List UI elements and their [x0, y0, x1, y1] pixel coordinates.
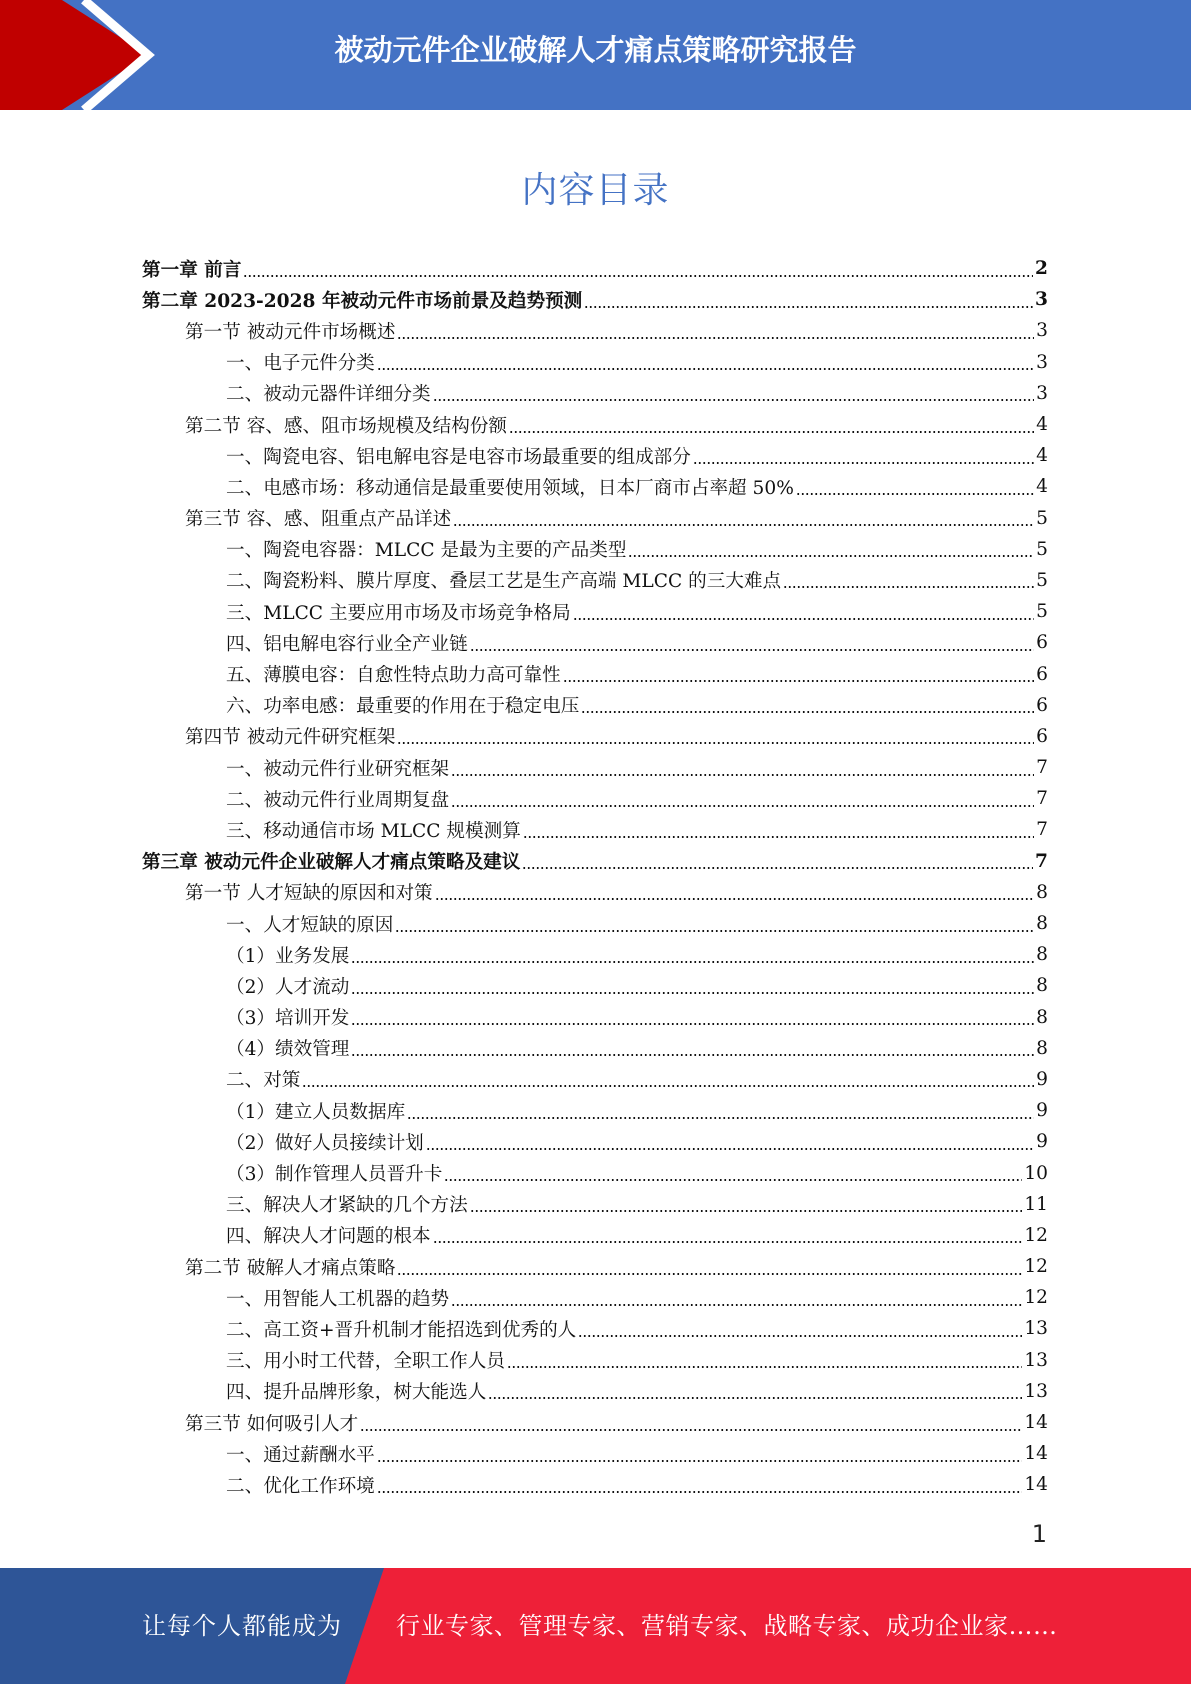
toc-entry-page: 12 [1024, 1287, 1048, 1309]
toc-entry-title: 三、移动通信市场 MLCC 规模测算 [226, 820, 521, 842]
toc-entry[interactable] [142, 877, 1048, 908]
toc-entry-title: （3）制作管理人员晋升卡 [226, 1164, 443, 1186]
toc-entry-page: 6 [1036, 663, 1048, 685]
toc-entry-title: 二、对策 [226, 1070, 301, 1092]
toc-leader-dots [407, 1102, 1034, 1120]
toc-leader-dots [426, 1133, 1034, 1151]
toc-entry[interactable] [142, 471, 1048, 502]
toc-entry-page: 8 [1036, 1037, 1048, 1059]
toc-leader-dots [796, 478, 1034, 496]
toc-entry-page: 14 [1024, 1443, 1048, 1465]
toc-leader-dots [578, 1320, 1022, 1338]
toc-entry[interactable] [142, 378, 1048, 409]
toc-leader-dots [693, 447, 1034, 465]
toc-leader-dots [563, 665, 1034, 683]
toc-entry-title: 三、MLCC 主要应用市场及市场竞争格局 [226, 602, 571, 624]
toc-entry-title: 第三章 被动元件企业破解人才痛点策略及建议 [142, 852, 521, 874]
toc-entry-page: 3 [1036, 382, 1048, 404]
toc-leader-dots [243, 260, 1033, 278]
toc-entry-title: 第一节 被动元件市场概述 [185, 321, 396, 343]
toc-entry-page: 9 [1036, 1131, 1048, 1153]
toc-leader-dots [351, 946, 1034, 964]
toc-entry[interactable] [142, 253, 1048, 284]
toc-leader-dots [377, 353, 1034, 371]
toc-entry[interactable] [142, 752, 1048, 783]
toc-entry-title: （3）培训开发 [226, 1008, 350, 1030]
toc-entry-title: 三、用小时工代替，全职工作人员 [226, 1351, 505, 1373]
toc-entry[interactable] [142, 503, 1048, 534]
toc-entry-title: 一、陶瓷电容器：MLCC 是最为主要的产品类型 [226, 540, 627, 562]
toc-heading: 内容目录 [521, 170, 670, 211]
toc-entry[interactable] [142, 1313, 1048, 1344]
toc-leader-dots [573, 603, 1034, 621]
toc-entry-title: （4）绩效管理 [226, 1039, 350, 1061]
toc-entry-page: 5 [1036, 601, 1048, 623]
toc-entry-title: 二、优化工作环境 [226, 1475, 375, 1497]
toc-entry[interactable] [142, 1438, 1048, 1469]
toc-entry[interactable] [142, 1126, 1048, 1157]
toc-leader-dots [522, 852, 1033, 870]
toc-entry-page: 7 [1035, 850, 1048, 872]
toc-entry-page: 2 [1035, 258, 1048, 280]
toc-entry[interactable] [142, 783, 1048, 814]
toc-entry-title: （1）业务发展 [226, 945, 350, 967]
toc-entry[interactable] [142, 627, 1048, 658]
toc-entry-title: 第一章 前言 [142, 259, 242, 281]
toc-entry-title: 一、通过薪酬水平 [226, 1444, 375, 1466]
toc-leader-dots [581, 696, 1034, 714]
toc-entry-title: （2）人才流动 [226, 976, 350, 998]
toc-leader-dots [395, 915, 1034, 933]
toc-leader-dots [377, 1476, 1023, 1494]
toc-entry[interactable] [142, 1095, 1048, 1126]
toc-entry-page: 6 [1036, 632, 1048, 654]
page-number: 1 [1031, 1520, 1047, 1548]
toc-entry[interactable] [142, 1251, 1048, 1282]
toc-entry-page: 4 [1036, 445, 1048, 467]
toc-entry-page: 14 [1024, 1412, 1048, 1434]
toc-entry-page: 6 [1036, 725, 1048, 747]
toc-leader-dots [351, 977, 1034, 995]
toc-entry-title: 四、铝电解电容行业全产业链 [226, 633, 468, 655]
toc-entry[interactable] [142, 970, 1048, 1001]
toc-entry-page: 14 [1024, 1474, 1048, 1496]
toc-entry-page: 7 [1036, 819, 1048, 841]
toc-entry-page: 7 [1036, 757, 1048, 779]
toc-entry[interactable] [142, 596, 1048, 627]
toc-leader-dots [397, 322, 1034, 340]
toc-entry-title: 一、陶瓷电容、铝电解电容是电容市场最重要的组成部分 [226, 446, 691, 468]
toc-entry-title: （2）做好人员接续计划 [226, 1132, 424, 1154]
toc-leader-dots [351, 1008, 1034, 1026]
toc-leader-dots [523, 821, 1034, 839]
toc-entry[interactable] [142, 409, 1048, 440]
toc-entry[interactable] [142, 658, 1048, 689]
page-header [0, 0, 1191, 110]
toc-entry[interactable] [142, 284, 1048, 315]
toc-entry-title: 四、解决人才问题的根本 [226, 1226, 431, 1248]
toc-entry-page: 4 [1036, 414, 1048, 436]
toc-entry[interactable] [142, 315, 1048, 346]
toc-leader-dots [377, 1445, 1023, 1463]
toc-leader-dots [584, 291, 1033, 309]
toc-entry-page: 8 [1036, 913, 1048, 935]
toc-leader-dots [451, 1289, 1022, 1307]
toc-entry-page: 4 [1036, 476, 1048, 498]
toc-entry[interactable] [142, 690, 1048, 721]
toc-entry-page: 5 [1036, 538, 1048, 560]
toc-entry-page: 6 [1036, 694, 1048, 716]
toc-leader-dots [453, 509, 1034, 527]
toc-entry-page: 13 [1024, 1380, 1048, 1402]
table-of-contents [142, 253, 1048, 1501]
toc-leader-dots [397, 727, 1034, 745]
footer-slogan-right: 行业专家、管理专家、营销专家、战略专家、成功企业家…… [396, 1612, 1058, 1640]
toc-entry[interactable] [142, 1345, 1048, 1376]
toc-leader-dots [433, 1226, 1023, 1244]
toc-entry[interactable] [142, 565, 1048, 596]
toc-entry-page: 3 [1035, 289, 1048, 311]
toc-entry[interactable] [142, 440, 1048, 471]
toc-entry-title: 第二节 容、感、阻市场规模及结构份额 [185, 415, 508, 437]
toc-entry[interactable] [142, 1220, 1048, 1251]
toc-entry-page: 10 [1024, 1162, 1048, 1184]
toc-leader-dots [351, 1039, 1034, 1057]
toc-leader-dots [451, 790, 1034, 808]
toc-entry-page: 12 [1024, 1256, 1048, 1278]
toc-entry[interactable] [142, 1189, 1048, 1220]
toc-entry-title: 二、高工资+晋升机制才能招选到优秀的人 [226, 1319, 577, 1341]
toc-leader-dots [470, 634, 1034, 652]
toc-leader-dots [488, 1382, 1022, 1400]
toc-entry[interactable] [142, 1064, 1048, 1095]
toc-entry-title: 一、人才短缺的原因 [226, 914, 394, 936]
toc-entry-page: 11 [1024, 1193, 1048, 1215]
toc-entry-title: 二、电感市场：移动通信是最重要使用领域，日本厂商市占率超 50% [226, 477, 794, 499]
toc-entry[interactable] [142, 908, 1048, 939]
toc-entry[interactable] [142, 721, 1048, 752]
toc-entry-page: 5 [1036, 569, 1048, 591]
toc-entry-title: 三、解决人才紧缺的几个方法 [226, 1195, 468, 1217]
toc-leader-dots [302, 1070, 1034, 1088]
toc-entry[interactable] [142, 1157, 1048, 1188]
toc-leader-dots [435, 883, 1035, 901]
toc-entry-page: 8 [1036, 944, 1048, 966]
toc-entry-page: 8 [1036, 1006, 1048, 1028]
toc-leader-dots [360, 1414, 1022, 1432]
toc-leader-dots [433, 384, 1035, 402]
toc-leader-dots [444, 1164, 1022, 1182]
toc-entry-page: 3 [1036, 320, 1048, 342]
page-footer [0, 1568, 1191, 1684]
toc-entry-title: 六、功率电感：最重要的作用在于稳定电压 [226, 696, 580, 718]
toc-entry-title: 二、陶瓷粉料、膜片厚度、叠层工艺是生产高端 MLCC 的三大难点 [226, 571, 782, 593]
toc-leader-dots [451, 759, 1034, 777]
toc-entry[interactable] [142, 1376, 1048, 1407]
toc-entry[interactable] [142, 1407, 1048, 1438]
toc-leader-dots [397, 1258, 1022, 1276]
toc-entry-title: 五、薄膜电容：自愈性特点助力高可靠性 [226, 665, 561, 687]
toc-entry-title: （1）建立人员数据库 [226, 1101, 406, 1123]
toc-entry-title: 二、被动元件行业周期复盘 [226, 789, 450, 811]
toc-leader-dots [470, 1195, 1023, 1213]
toc-entry-page: 3 [1036, 351, 1048, 373]
toc-entry-title: 第三节 容、感、阻重点产品详述 [185, 509, 452, 531]
toc-entry-page: 5 [1036, 507, 1048, 529]
toc-entry-page: 12 [1024, 1224, 1048, 1246]
report-title: 被动元件企业破解人才痛点策略研究报告 [334, 33, 857, 67]
toc-leader-dots [507, 1351, 1022, 1369]
toc-entry[interactable] [142, 814, 1048, 845]
toc-entry-page: 7 [1036, 788, 1048, 810]
toc-entry-page: 9 [1036, 1100, 1048, 1122]
toc-entry-page: 9 [1036, 1068, 1048, 1090]
toc-entry-title: 第二节 破解人才痛点策略 [185, 1257, 396, 1279]
toc-entry-page: 8 [1036, 881, 1048, 903]
toc-entry-title: 一、被动元件行业研究框架 [226, 758, 450, 780]
toc-entry[interactable] [142, 1033, 1048, 1064]
toc-entry-title: 二、被动元器件详细分类 [226, 384, 431, 406]
toc-entry[interactable] [142, 846, 1048, 877]
toc-entry[interactable] [142, 534, 1048, 565]
toc-leader-dots [509, 416, 1034, 434]
toc-entry[interactable] [142, 1002, 1048, 1033]
toc-entry[interactable] [142, 1282, 1048, 1313]
toc-entry-title: 第三节 如何吸引人才 [185, 1413, 359, 1435]
toc-entry[interactable] [142, 347, 1048, 378]
toc-entry-title: 第一节 人才短缺的原因和对策 [185, 883, 433, 905]
toc-entry-page: 8 [1036, 975, 1048, 997]
toc-entry[interactable] [142, 1469, 1048, 1500]
toc-leader-dots [628, 540, 1034, 558]
toc-entry-title: 一、电子元件分类 [226, 353, 375, 375]
toc-entry-title: 一、用智能人工机器的趋势 [226, 1288, 450, 1310]
toc-entry-title: 第四节 被动元件研究框架 [185, 727, 396, 749]
toc-entry-title: 第二章 2023-2028 年被动元件市场前景及趋势预测 [142, 290, 583, 312]
toc-leader-dots [783, 571, 1034, 589]
toc-entry-page: 13 [1024, 1318, 1048, 1340]
toc-entry-page: 13 [1024, 1349, 1048, 1371]
toc-entry[interactable] [142, 939, 1048, 970]
toc-entry-title: 四、提升品牌形象，树大能选人 [226, 1382, 487, 1404]
footer-slogan-left: 让每个人都能成为 [142, 1612, 342, 1640]
